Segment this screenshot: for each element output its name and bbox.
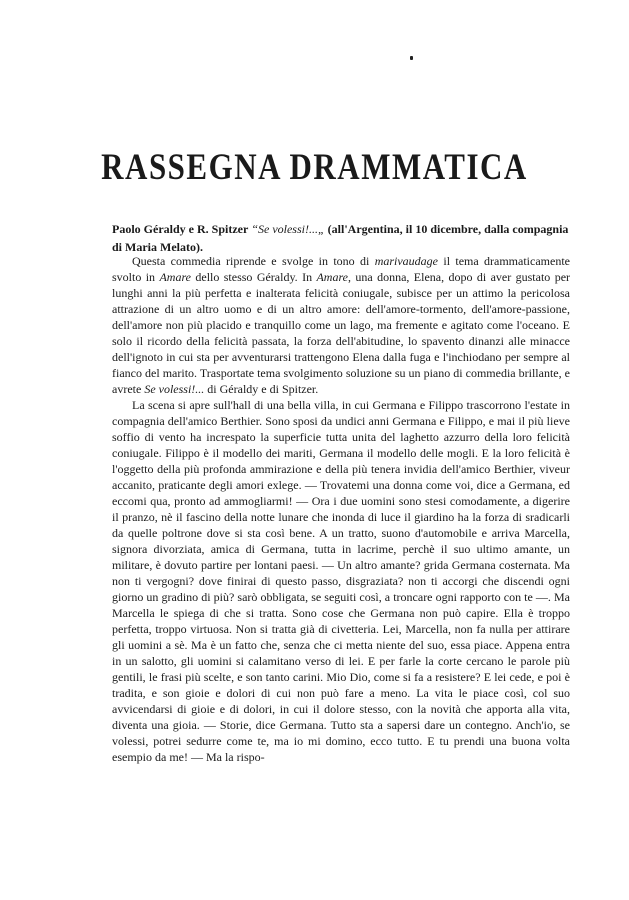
- text-span: , una donna, Elena, dopo di aver gustato per lunghi anni la più perfetta e inalterata felicità coniugale, subisce per un attimo la pericolosa attrazione di un altro uomo e di un altro amore: dell'amore-tormento, dell'amore-passione, dell'amore non più placido e tranquillo come un lago, ma fremente e agitato come l'oceano. E solo il ricordo della felicità passata, la forza dell'abitudine, lo spavento dinanzi alle minacce dell'ignoto in cui sta per avventurarsi trattengono Elena dalla fuga e l'inchiodano per sempre al fianco del marito. Trasportate tema svolgimento soluzione su un piano di commedia brillante, e avrete: [112, 270, 571, 396]
- body-paragraph: [112, 397, 570, 765]
- review-performance-info: (all'Argentina, il 10 dicembre, dalla compagnia di Maria Melato).: [112, 222, 569, 254]
- italic-title-span: Se volessi!...: [144, 382, 205, 396]
- body-paragraph: [112, 253, 570, 397]
- text-span: di Géraldy e di Spitzer.: [204, 382, 319, 396]
- italic-title-span: marivaudage: [374, 254, 439, 268]
- review-body: [112, 253, 570, 765]
- review-heading: [112, 220, 570, 256]
- italic-title-span: Amare: [159, 270, 191, 284]
- page-title: RASSEGNA DRAMMATICA: [101, 146, 528, 188]
- review-play-title: “Se volessi!...„: [251, 222, 325, 236]
- text-span: Questa commedia riprende e svolge in tono di: [132, 254, 375, 268]
- review-authors: Paolo Géraldy e R. Spitzer: [112, 222, 249, 236]
- text-span: dello stesso Géraldy. In: [191, 270, 317, 284]
- text-span: La scena si apre sull'hall di una bella villa, in cui Germana e Filippo trascorrono l'estate in compagnia dell'amico Berthier. Sono sposi da undici anni Germana e Filippo, e mai il più lieve soffio di vento ha increspato la superficie tutta unita del laghetto azzurro della loro felicità coniugale. Filippo è il modello dei mariti, Germana il modello delle mogli. E la loro felicità è l'oggetto della più profonda ammirazione e della più tenera invidia dell'amico Berthier, viveur accanito, praticante degli amori exlege. — Trovatemi una donna come voi, dice a Germana, ed eccomi qua, pronto ad ammogliarmi! — Ora i due uomini sono stesi comodamente, a digerire il pranzo, nè il fascino della notte lunare che inonda di luce il giardino ha la forza di sradicarli da quelle poltrone dove si sta così bene. A un tratto, suono d'automobile e arriva Marcella, signora divorziata, amica di Germana, tutta in lacrime, perchè il suo ultimo amante, un militare, è dovuto partire per lontani paesi. — Un altro amante? grida Germana costernata. Ma non ti vergogni? dove finirai di questo passo, disgraziata? non ti accorgi che discendi ogni giorno un gradino di più? sarò obbligata, se seguiti così, a troncare ogni rapporto con te —. Ma Marcella le spiega di che si tratta. Sono cose che Germana non può capire. Ella è troppo perfetta, troppo virtuosa. Non si tratta già di civetteria. Lei, Marcella, non fa nulla per attirare gli uomini a sè. Ma è un fatto che, senza che ci metta niente del suo, essa piace. Appena entra in un salotto, gli uomini si calamitano verso di lei. E per farle la corte cercano le parole più gentili, le frasi più scelte, e son tanto carini. Mio Dio, come si fa a resistere? E lei cede, e poi è tradita, e son gioie e dolori di cui non può fare a meno. La vita le piace così, col suo avvicendarsi di gioie e di dolori, in cui il dolore stesso, con la novità che apporta alla vita, diventa una gioia. — Storie, dice Germana. Tutto sta a sapersi dare un contegno. Anch'io, se volessi, potrei sedurre come te, ma io mi domino, ecco tutto. E tu prendi una buona volta esempio da me! — Ma la rispo-: [112, 398, 570, 764]
- text-span: il tema drammaticamente svolto in: [112, 254, 570, 284]
- italic-title-span: Amare: [316, 270, 348, 284]
- ink-mark: [410, 56, 413, 60]
